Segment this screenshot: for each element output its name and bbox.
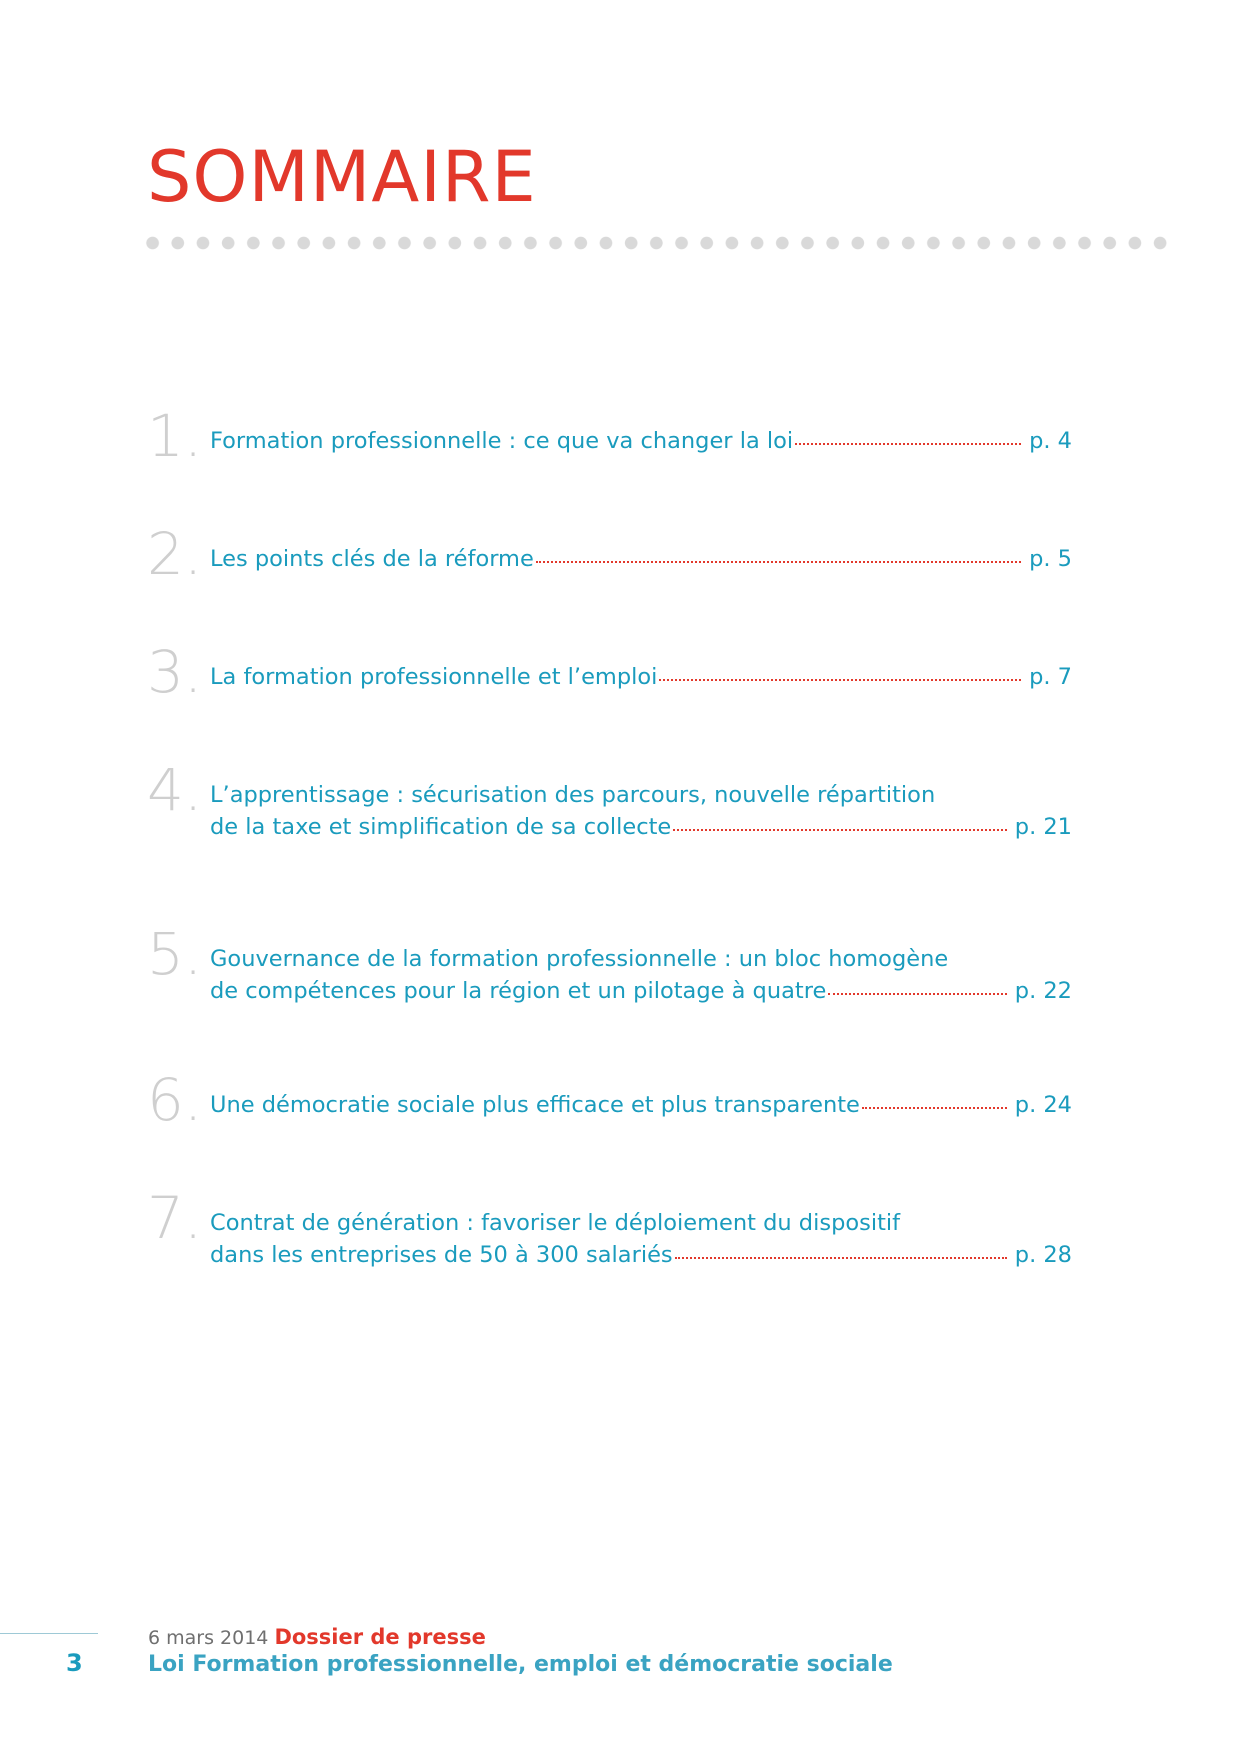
toc-number: 3. [147, 638, 203, 706]
toc-label: Gouvernance de la formation professionnelle : un bloc homogène [210, 946, 949, 972]
toc-line [210, 944, 1072, 974]
toc-line [210, 976, 1072, 1006]
toc-page-ref: p. 22 [1014, 978, 1072, 1004]
footer-date: 6 mars 2014 [148, 1627, 269, 1649]
dot-leader [673, 828, 1007, 831]
page-title: SOMMAIRE [147, 136, 537, 218]
toc-number: 4. [147, 756, 203, 824]
toc-page-ref: p. 5 [1029, 546, 1072, 572]
dot-leader [795, 442, 1021, 445]
toc-label: Une démocratie sociale plus efficace et plus transparente [210, 1092, 860, 1118]
toc-page-ref: p. 4 [1029, 428, 1072, 454]
toc-number: 2. [147, 520, 203, 588]
toc-label: La formation professionnelle et l’emploi [210, 664, 658, 690]
footer-date-line [148, 1624, 486, 1651]
toc-line [210, 812, 1072, 842]
toc-line [210, 662, 1072, 692]
footer-rule [0, 1633, 98, 1634]
footer-title: Loi Formation professionnelle, emploi et démocratie sociale [148, 1652, 893, 1677]
toc-page-ref: p. 28 [1014, 1242, 1072, 1268]
dot-leader [675, 1256, 1007, 1259]
toc-line [210, 544, 1072, 574]
toc-page-ref: p. 7 [1029, 664, 1072, 690]
toc-label: dans les entreprises de 50 à 300 salariés [210, 1242, 673, 1268]
toc-label: L’apprentissage : sécurisation des parcours, nouvelle répartition [210, 782, 936, 808]
toc-number: 7. [147, 1184, 203, 1252]
toc-number: 1. [147, 402, 203, 470]
toc-page-ref: p. 21 [1014, 814, 1072, 840]
dot-leader [659, 678, 1021, 681]
toc-line [210, 426, 1072, 456]
dot-leader [862, 1106, 1007, 1109]
toc-label: Contrat de génération : favoriser le déploiement du dispositif [210, 1210, 901, 1236]
toc-label: Formation professionnelle : ce que va changer la loi [210, 428, 794, 454]
toc-label: Les points clés de la réforme [210, 546, 534, 572]
dot-leader [536, 560, 1021, 563]
toc-line [210, 780, 1072, 810]
footer-kicker: Dossier de presse [274, 1625, 486, 1649]
toc-line [210, 1240, 1072, 1270]
toc-page-ref: p. 24 [1014, 1092, 1072, 1118]
dot-leader [828, 992, 1006, 995]
toc-line [210, 1208, 1072, 1238]
page-number: 3 [66, 1649, 83, 1677]
toc-label: de compétences pour la région et un pilotage à quatre [210, 978, 827, 1004]
toc-number: 5. [147, 920, 203, 988]
toc-line [210, 1090, 1072, 1120]
toc-number: 6. [147, 1066, 203, 1134]
toc-label: de la taxe et simplification de sa collecte [210, 814, 672, 840]
